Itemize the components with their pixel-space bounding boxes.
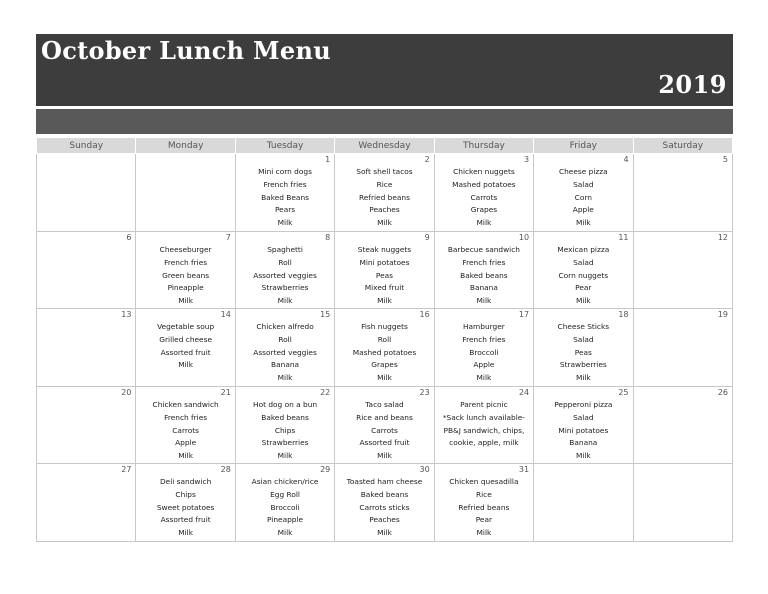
menu-item: Mini potatoes	[558, 425, 609, 435]
day-cell	[37, 386, 136, 463]
menu-item: Baked beans	[261, 412, 309, 422]
menu-item: Milk	[277, 528, 293, 538]
menu-item: Assorted fruit	[359, 438, 410, 448]
day-cell	[136, 308, 235, 386]
menu-item: Peas	[375, 270, 394, 280]
menu-item: Mexican pizza	[557, 245, 610, 254]
menu-item: Milk	[178, 528, 194, 538]
menu-item: Mixed fruit	[364, 283, 405, 293]
menu-item: *Sack lunch available-	[442, 412, 525, 422]
menu-item: Pears	[274, 205, 296, 215]
menu-item: Mashed potatoes	[452, 179, 516, 189]
day-cell	[136, 154, 235, 232]
menu-item: Salad	[573, 334, 594, 344]
menu-items	[534, 464, 632, 476]
day-cell	[235, 154, 334, 232]
menu-item: Cheese Sticks	[557, 321, 610, 331]
day-number: 30	[419, 464, 430, 474]
day-number: 31	[518, 464, 530, 474]
menu-item: cookie, apple, milk	[449, 438, 519, 448]
menu-item: Peaches	[369, 515, 400, 525]
weekday-tuesday: Tuesday	[235, 138, 334, 154]
menu-item: French fries	[164, 412, 208, 422]
menu-item: Milk	[277, 218, 293, 228]
menu-item: Roll	[278, 257, 292, 267]
menu-item: Milk	[476, 218, 492, 228]
day-number: 19	[717, 309, 728, 319]
day-number: 8	[325, 233, 331, 242]
menu-item: Mini potatoes	[359, 257, 410, 267]
menu-item: Assorted fruit	[160, 515, 211, 525]
weekday-sunday: Sunday	[37, 138, 136, 154]
menu-item: Chicken alfredo	[256, 321, 314, 331]
menu-item: Assorted veggies	[253, 270, 317, 280]
menu-item: Salad	[573, 257, 594, 267]
day-number: 15	[320, 309, 331, 319]
day-cell	[534, 154, 633, 232]
menu-items	[236, 232, 334, 308]
menu-item: Chicken sandwich	[152, 399, 219, 409]
menu-items	[634, 464, 732, 476]
menu-item: Broccoli	[270, 502, 300, 512]
menu-items	[335, 232, 433, 308]
menu-item: Steak nuggets	[357, 245, 412, 254]
menu-item: Strawberries	[559, 360, 607, 370]
day-number: 6	[126, 233, 132, 242]
menu-item: Carrots	[172, 425, 199, 435]
menu-item: Milk	[277, 451, 293, 461]
menu-item: Mini corn dogs	[258, 167, 312, 176]
menu-item: Broccoli	[469, 347, 499, 357]
menu-item: Milk	[377, 296, 392, 306]
menu-item: Milk	[377, 528, 392, 538]
menu-item: Grapes	[470, 205, 498, 215]
menu-item: French fries	[164, 257, 208, 267]
menu-item: Soft shell tacos	[356, 167, 413, 176]
day-cell	[335, 154, 434, 232]
year-label: 2019	[658, 70, 727, 99]
menu-item: Toasted ham cheese	[346, 476, 423, 486]
day-cell	[235, 232, 334, 309]
day-number: 21	[220, 387, 231, 397]
menu-item: Milk	[575, 296, 591, 306]
menu-item: Spaghetti	[267, 245, 303, 254]
day-number: 13	[121, 309, 132, 319]
menu-item: Milk	[476, 528, 492, 538]
menu-item: Pear	[575, 283, 592, 293]
menu-item: Grilled cheese	[159, 334, 213, 344]
menu-item: Rice	[475, 489, 492, 499]
calendar-page	[36, 34, 733, 542]
day-cell	[335, 308, 434, 386]
menu-item: Apple	[175, 438, 197, 448]
menu-item: French fries	[462, 257, 506, 267]
menu-item: Taco salad	[365, 399, 404, 409]
menu-item: Vegetable soup	[157, 321, 215, 331]
menu-items	[435, 309, 533, 385]
menu-item: Apple	[572, 205, 594, 215]
day-cell	[633, 308, 732, 386]
menu-item: Asian chicken/rice	[251, 476, 319, 486]
menu-item: Deli sandwich	[159, 476, 212, 486]
menu-item: Corn	[574, 192, 592, 202]
menu-item: Baked Beans	[261, 192, 309, 202]
menu-item: Milk	[178, 360, 194, 370]
menu-item: Refried beans	[458, 502, 510, 512]
day-number: 5	[722, 155, 728, 164]
menu-item: Egg Roll	[270, 489, 300, 499]
menu-item: Carrots	[371, 425, 398, 435]
weekday-wednesday: Wednesday	[335, 138, 434, 154]
day-cell	[37, 154, 136, 232]
menu-item: Rice	[376, 179, 393, 189]
menu-items	[136, 154, 234, 166]
menu-item: Roll	[278, 334, 292, 344]
day-cell	[136, 386, 235, 463]
day-cell	[633, 154, 732, 232]
menu-item: Strawberries	[261, 438, 309, 448]
menu-item: French fries	[462, 334, 506, 344]
day-cell	[434, 386, 533, 463]
weekday-header-row	[37, 138, 733, 154]
menu-items	[435, 154, 533, 230]
menu-item: Green beans	[162, 270, 210, 280]
day-cell	[335, 232, 434, 309]
day-number: 14	[220, 309, 231, 319]
menu-item: Assorted veggies	[253, 347, 317, 357]
menu-item: Peas	[574, 347, 592, 357]
menu-items	[534, 154, 632, 230]
day-number: 9	[424, 233, 430, 242]
menu-item: Milk	[377, 218, 392, 228]
menu-item: PB&J sandwich, chips,	[443, 425, 525, 435]
menu-items	[534, 232, 632, 308]
menu-items	[335, 387, 433, 463]
menu-item: Milk	[277, 296, 293, 306]
day-number: 28	[220, 464, 231, 474]
menu-item: French fries	[263, 179, 307, 189]
day-cell	[235, 463, 334, 541]
menu-items	[335, 154, 433, 230]
menu-item: Milk	[476, 373, 492, 383]
menu-item: Cheese pizza	[558, 167, 608, 176]
header-banner	[36, 34, 733, 106]
calendar-grid	[36, 137, 733, 542]
menu-item: Chicken nuggets	[453, 167, 515, 176]
day-cell	[335, 463, 434, 541]
weekday-saturday: Saturday	[633, 138, 732, 154]
day-number: 2	[424, 155, 430, 164]
day-number: 27	[121, 464, 132, 474]
menu-item: Salad	[573, 412, 594, 422]
weekday-friday: Friday	[534, 138, 633, 154]
menu-item: Fish nuggets	[361, 321, 408, 331]
day-number: 16	[419, 309, 430, 319]
day-cell	[633, 232, 732, 309]
day-number: 25	[618, 387, 629, 397]
day-number: 17	[518, 309, 530, 319]
day-number: 11	[618, 233, 629, 242]
day-cell	[37, 463, 136, 541]
day-cell	[136, 463, 235, 541]
menu-items	[634, 154, 732, 166]
menu-item: Pepperoni pizza	[554, 399, 613, 409]
menu-items	[136, 232, 234, 308]
menu-item: Milk	[178, 451, 194, 461]
day-number: 12	[717, 233, 728, 242]
menu-item: Mashed potatoes	[352, 347, 417, 357]
menu-item: Banana	[569, 438, 598, 448]
day-number: 1	[325, 155, 331, 164]
menu-item: Hamburger	[462, 321, 505, 331]
day-cell	[633, 386, 732, 463]
menu-items	[335, 464, 433, 540]
menu-item: Rice and beans	[356, 412, 413, 422]
page-title: October Lunch Menu	[41, 36, 331, 65]
menu-item: Baked beans	[460, 270, 508, 280]
week-row	[37, 386, 733, 463]
week-row	[37, 232, 733, 309]
day-cell	[534, 308, 633, 386]
day-cell	[434, 463, 533, 541]
day-cell	[37, 308, 136, 386]
menu-item: Chips	[274, 425, 296, 435]
menu-item: Peaches	[369, 205, 400, 215]
day-number: 7	[225, 233, 231, 242]
day-cell	[534, 386, 633, 463]
menu-item: Hot dog on a bun	[253, 399, 318, 409]
menu-items	[435, 464, 533, 540]
menu-items	[236, 309, 334, 385]
weekday-thursday: Thursday	[434, 138, 533, 154]
menu-items	[37, 154, 135, 166]
day-cell	[136, 232, 235, 309]
menu-item: Parent picnic	[460, 399, 508, 409]
day-number: 10	[518, 233, 530, 242]
day-number: 29	[320, 464, 331, 474]
menu-item: Baked beans	[360, 489, 409, 499]
menu-item: Cheeseburger	[159, 245, 212, 254]
menu-item: Milk	[277, 373, 293, 383]
day-number: 26	[717, 387, 728, 397]
menu-item: Roll	[377, 334, 392, 344]
menu-item: Chicken quesadilla	[449, 476, 519, 486]
day-number: 3	[524, 155, 530, 164]
menu-items	[534, 309, 632, 385]
menu-items	[534, 387, 632, 463]
day-cell	[434, 232, 533, 309]
day-cell	[534, 463, 633, 541]
menu-item: Milk	[178, 296, 194, 306]
day-cell	[335, 386, 434, 463]
weekday-monday: Monday	[136, 138, 235, 154]
menu-item: Milk	[575, 373, 591, 383]
day-cell	[534, 232, 633, 309]
menu-item: Pineapple	[267, 515, 304, 525]
menu-item: Milk	[377, 373, 392, 383]
menu-item: Milk	[575, 218, 591, 228]
menu-items	[136, 464, 234, 540]
menu-items	[37, 232, 135, 244]
menu-item: Apple	[473, 360, 495, 370]
day-cell	[235, 386, 334, 463]
menu-items	[435, 232, 533, 308]
day-cell	[633, 463, 732, 541]
menu-item: Pineapple	[167, 283, 204, 293]
menu-item: Assorted fruit	[160, 347, 211, 357]
menu-items	[236, 387, 334, 463]
week-row	[37, 308, 733, 386]
menu-item: Corn nuggets	[558, 270, 609, 280]
menu-item: Milk	[476, 296, 492, 306]
day-number: 20	[121, 387, 132, 397]
week-row	[37, 463, 733, 541]
menu-item: Salad	[573, 179, 594, 189]
menu-item: Banana	[271, 360, 300, 370]
day-number: 23	[419, 387, 430, 397]
day-number: 18	[618, 309, 629, 319]
menu-item: Strawberries	[261, 283, 309, 293]
menu-items	[335, 309, 433, 385]
menu-items	[236, 464, 334, 540]
menu-item: Chips	[175, 489, 196, 499]
menu-item: Barbecue sandwich	[447, 245, 520, 254]
menu-item: Carrots sticks	[359, 502, 410, 512]
day-number: 4	[623, 155, 629, 164]
menu-item: Grapes	[371, 360, 398, 370]
day-cell	[434, 308, 533, 386]
menu-item: Sweet potatoes	[156, 502, 215, 512]
menu-item: Carrots	[470, 192, 498, 202]
menu-item: Milk	[377, 451, 392, 461]
week-row	[37, 154, 733, 232]
day-cell	[434, 154, 533, 232]
header-band	[36, 109, 733, 134]
menu-item: Milk	[575, 451, 591, 461]
day-number: 24	[518, 387, 530, 397]
menu-item: Refried beans	[359, 192, 410, 202]
menu-items	[236, 154, 334, 230]
menu-items	[136, 387, 234, 463]
day-cell	[235, 308, 334, 386]
menu-item: Banana	[469, 283, 498, 293]
day-cell	[37, 232, 136, 309]
menu-item: Pear	[475, 515, 493, 525]
day-number: 22	[320, 387, 331, 397]
